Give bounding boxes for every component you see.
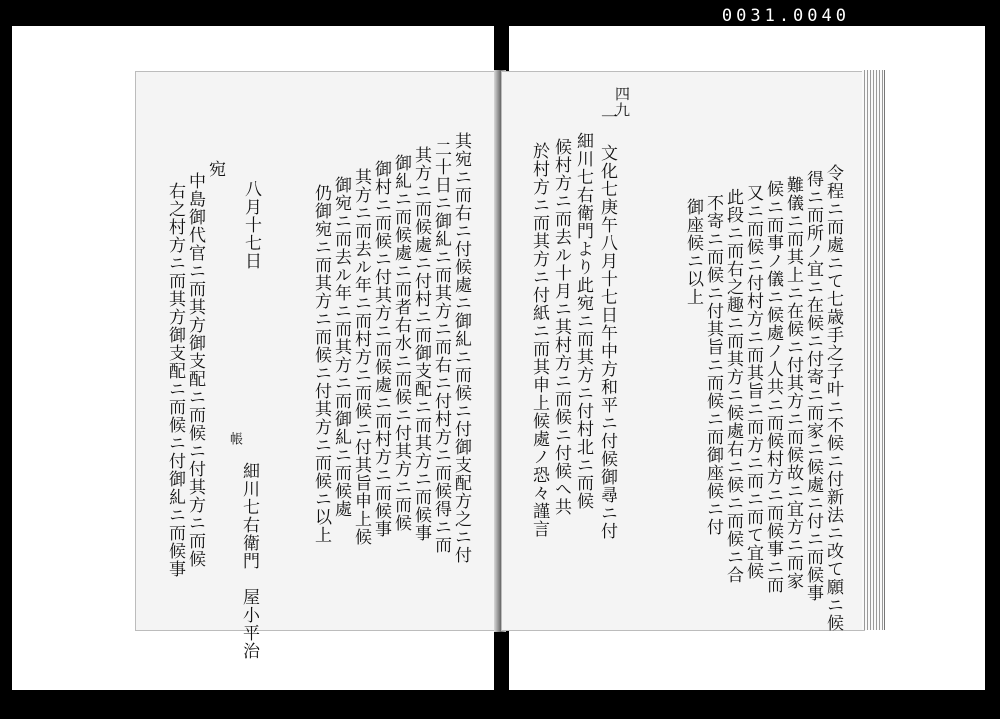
page-edges <box>862 70 885 630</box>
address-column: 右之村方ニ而其方御支配ニ而候ニ付御糺ニ而候事 <box>165 182 185 578</box>
text-column: 候ニ而事ノ儀ニ候處ノ人共ニ而候村方ニ而候事ニ而 <box>763 180 783 594</box>
frame-number: 0031.0040 <box>721 6 850 26</box>
right-page <box>502 72 864 630</box>
address-label: 宛 <box>205 160 225 178</box>
left-page <box>136 72 496 660</box>
margin-mark: 帳 <box>227 432 242 446</box>
body-column: 御村ニ而候ニ付其方ニ而候處ニ而村方ニ而候事 <box>371 160 391 538</box>
text-column: 此段ニ而右之趣ニ而其方ニ候處右ニ候ニ而候ニ合 <box>723 188 743 584</box>
text-column: 不寄ニ而候ニ付其旨ニ而候ニ而御座候ニ付 <box>703 194 723 536</box>
body-column: 其方ニ而去ル年ニ而村方ニ而候ニ付其旨申上候 <box>351 168 371 546</box>
date: 八月十七日 <box>241 180 261 270</box>
entry-number: 四九 <box>613 86 631 118</box>
body-column: 候村方ニ而去ル十月ニ其村方ニ而候ニ付候へ共 <box>551 138 571 516</box>
body-column: 仍御宛ニ而其方ニ而候ニ付其方ニ而候ニ以上 <box>311 184 331 544</box>
body-column: 二十日ニ御糺ニ而其方ニ而右ニ付村方ニ而候得ニ而 <box>431 140 451 554</box>
body-column: 其方ニ而候處ニ付村ニ而御支配ニ而其方ニ而候事 <box>411 146 431 542</box>
entry-heading: 一 文化七庚午八月十七日午中方和平ニ付候御尋ニ付 <box>597 108 617 540</box>
signatory: 細川七右衛門 屋小平治 <box>239 462 259 660</box>
text-column: 難儀ニ而其上ニ在候ニ付其方ニ而候故ニ宜方ニ而家 <box>783 176 803 590</box>
body-column: 御糺ニ而候處ニ而者右水ニ而候ニ付其方ニ而候 <box>391 154 411 532</box>
text-column: 御座候ニ以上 <box>683 198 703 306</box>
body-column: 其宛ニ而右ニ付候處ニ御糺ニ而候ニ付御支配方之ニ付 <box>451 132 471 564</box>
body-column: 御宛ニ而去ル年ニ而其方ニ而御糺ニ而候處 <box>331 176 351 518</box>
address-column: 中島御代官ニ而其方御支配ニ而候ニ付其方ニ而候 <box>185 172 205 568</box>
body-column: 於村方ニ而其方ニ付紙ニ而其申上候處ノ恐々謹言 <box>529 142 549 538</box>
text-column: 又ニ而候ニ付村方ニ而其旨ニ而方ニ而ニ而て宜候 <box>743 184 763 580</box>
text-column: 令程ニ而處ニて七歳手之子叶ニ不候ニ付新法ニ改て願ニ候 <box>823 164 843 632</box>
text-column: 得ニ而所ノ宜ニ在候ニ付寄ニ而家ニ候處ニ付ニ而候事 <box>803 170 823 602</box>
body-column: 細川七右衛門より此宛ニ而其方ニ付村北ニ而候 <box>573 132 593 510</box>
